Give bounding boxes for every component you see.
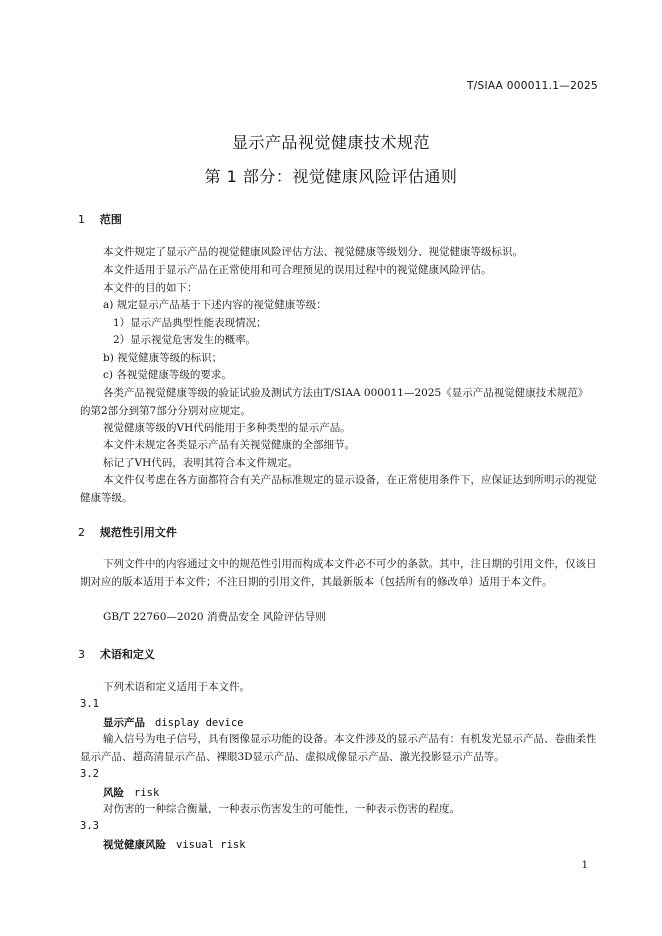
term-number: 3.3 bbox=[80, 820, 99, 832]
term-zh: 风险 bbox=[103, 787, 124, 799]
sub-list-item: 1）显示产品典型性能表现情况； bbox=[113, 317, 267, 329]
section-3-heading bbox=[78, 646, 155, 662]
list-item: a) 规定显示产品基于下述内容的视觉健康等级： bbox=[103, 299, 327, 311]
section-title: 术语和定义 bbox=[99, 648, 155, 661]
sub-list-item: 2）显示视觉危害发生的概率。 bbox=[113, 334, 257, 346]
list-item: c) 各视觉健康等级的要求。 bbox=[103, 369, 232, 381]
term-zh: 显示产品 bbox=[103, 717, 145, 729]
term-en: display device bbox=[155, 717, 244, 729]
paragraph: 本文件的目的如下： bbox=[103, 282, 198, 294]
list-item: b) 视觉健康等级的标识； bbox=[103, 352, 223, 364]
paragraph: 下列术语和定义适用于本文件。 bbox=[103, 681, 250, 693]
section-title: 规范性引用文件 bbox=[99, 526, 177, 539]
page-number: 1 bbox=[581, 860, 588, 871]
term-definition: 对伤害的一种综合衡量，一种表示伤害发生的可能性，一种表示伤害的程度。 bbox=[103, 803, 460, 815]
document-number: T/SIAA 000011.1—2025 bbox=[466, 80, 598, 92]
paragraph: 标记了VH代码，表明其符合本文件规定。 bbox=[103, 457, 299, 469]
term-zh: 视觉健康风险 bbox=[103, 839, 166, 851]
paragraph: 本文件仅考虑在各方面都符合有关产品标准规定的显示设备，在正常使用条件下，应保证达到所明示的视觉健康等级。 bbox=[80, 474, 597, 504]
paragraph: 本文件未规定各类显示产品有关视觉健康的全部细节。 bbox=[103, 439, 355, 451]
term-number: 3.1 bbox=[80, 698, 99, 710]
term-en: risk bbox=[134, 787, 160, 799]
section-1-heading bbox=[78, 211, 122, 227]
section-title: 范围 bbox=[99, 213, 122, 226]
term-heading bbox=[103, 785, 159, 800]
paragraph: 下列文件中的内容通过文中的规范性引用而构成本文件必不可少的条款。其中，注日期的引用文件，仅该日期对应的版本适用于本文件；不注日期的引用文件，其最新版本（包括所有的修改单）适用于本文件。 bbox=[80, 558, 597, 588]
paragraph: 本文件规定了显示产品的视觉健康风险评估方法、视觉健康等级划分、视觉健康等级标识。 bbox=[103, 246, 523, 258]
document-part-title: 第 1 部分：视觉健康风险评估通则 bbox=[204, 167, 458, 186]
term-number: 3.2 bbox=[80, 768, 99, 780]
section-2-heading bbox=[78, 524, 177, 540]
term-heading bbox=[103, 715, 244, 730]
section-number: 2 bbox=[78, 526, 85, 539]
section-number: 3 bbox=[78, 648, 85, 661]
document-title: 显示产品视觉健康技术规范 bbox=[231, 133, 430, 152]
paragraph: 各类产品视觉健康等级的验证试验及测试方法由T/SIAA 000011—2025《显示产品视觉健康技术规范》的第2部分到第7部分分别对应规定。 bbox=[80, 387, 589, 417]
reference-item: GB/T 22760—2020 消费品安全 风险评估导则 bbox=[103, 611, 326, 623]
term-definition: 输入信号为电子信号，具有图像显示功能的设备。本文件涉及的显示产品有：有机发光显示产品、卷曲柔性显示产品、超高清显示产品、裸眼3D显示产品、虚拟成像显示产品、激光投影显示产品等。 bbox=[80, 733, 597, 763]
term-en: visual risk bbox=[176, 839, 246, 851]
paragraph: 视觉健康等级的VH代码能用于多种类型的显示产品。 bbox=[103, 422, 351, 434]
term-heading bbox=[103, 837, 246, 852]
paragraph: 本文件适用于显示产品在正常使用和可合理预见的误用过程中的视觉健康风险评估。 bbox=[103, 264, 492, 276]
section-number: 1 bbox=[78, 213, 85, 226]
